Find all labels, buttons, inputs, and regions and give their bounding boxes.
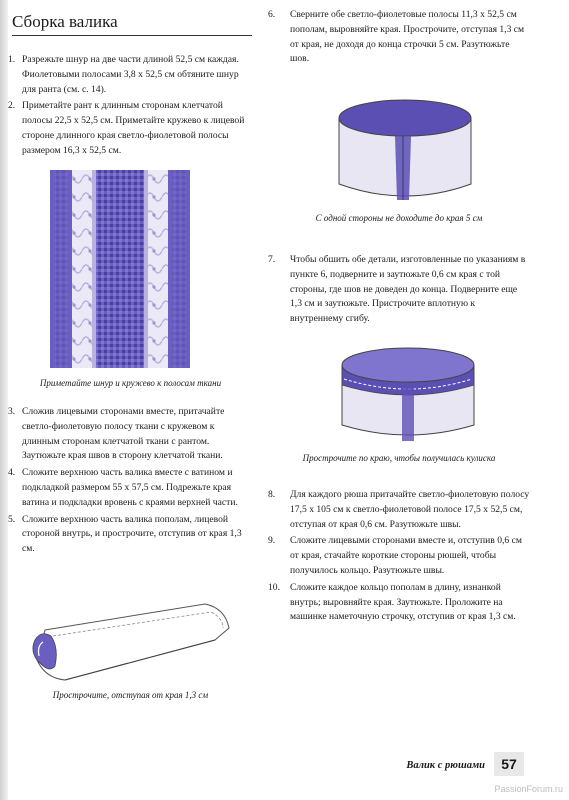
step-number: 7.	[268, 254, 276, 265]
step-text: Для каждого рюша притачайте светло-фиолетовую полосу 17,5 х 105 см к светло-фиолетовой полосе 17,5 х 52,5 см, отступая от края 0,6 см. Разутюжьте швы.	[290, 489, 530, 530]
left-cord	[92, 170, 96, 368]
step-number: 5.	[8, 513, 16, 525]
strips-illustration	[50, 170, 190, 370]
step-6	[268, 8, 530, 67]
step-2	[8, 99, 253, 158]
caption-strips: Приметайте шнур и кружево к полосам ткани	[39, 378, 222, 388]
step-text: Сложите верхнюю часть валика пополам, лицевой стороной внутрь, и прострочите, отступив от края 1,3 см.	[22, 513, 242, 555]
step-text: Сложите каждое кольцо пополам в длину, изнанкой внутрь; выровняйте края. Заутюжьте. Проложите на машинке наметочную строчку, отступив от края 1,3 см.	[290, 581, 516, 623]
right-cord	[144, 170, 148, 368]
left-steps-top	[8, 53, 253, 161]
step-4	[8, 466, 253, 510]
left-steps-bottom	[8, 405, 253, 559]
caption-casing: Прострочите по краю, чтобы получилась кулиска	[302, 453, 496, 463]
center-check-strip	[96, 170, 144, 368]
step-number: 9.	[268, 535, 276, 547]
step-number: 4.	[8, 467, 16, 479]
step-10	[268, 581, 530, 625]
step-8	[268, 488, 530, 532]
step-1	[8, 53, 253, 97]
section-heading: Сборка валика	[12, 12, 252, 36]
step-3	[8, 405, 253, 464]
step-9	[268, 534, 530, 578]
ring-illustration	[335, 96, 475, 211]
step-7	[268, 253, 530, 327]
right-lace-band	[148, 170, 168, 368]
book-spine-shadow	[0, 0, 8, 800]
step-text: Сложив лицевыми сторонами вместе, притачайте светло-фиолетовую полосу ткани с кружевом к длинным сторонам клетчатой ткани с рантом. Заутюжьте края швов в сторону клетчатой ткани.	[22, 406, 225, 462]
step-number: 10.	[268, 581, 280, 593]
step-5	[8, 513, 253, 557]
step-number: 3.	[8, 406, 16, 417]
step-number: 6.	[268, 9, 276, 20]
left-lace-band	[72, 170, 92, 368]
caption-fold: Прострочите, отступая от края 1,3 см	[52, 690, 209, 700]
step-text: Приметайте рант к длинным сторонам клетчатой полосы 22,5 х 52,5 см. Приметайте кружево к лицевой стороне длинного края светло-фиолетовой полосы размером 16,3 х 52,5 см.	[22, 100, 245, 156]
running-footer-title: Валик с рюшами	[406, 760, 485, 771]
step-number: 2.	[8, 100, 16, 112]
right-steps-bottom	[268, 488, 530, 627]
step-text: Чтобы обшить обе детали, изготовленные по указаниям в пункте 6, подверните и заутюжьте 0,6 см края с той стороны, где шов не доведен до конца. Подверните еще 1,3 см и заутюжьте. Пристрочите вплотную к внутреннему сгибу.	[290, 254, 526, 325]
right-step-6	[268, 8, 530, 69]
step-text: Сверните обе светло-фиолетовые полосы 11,3 х 52,5 см пополам, выровняйте края. Прострочите, отступая 1,3 см от края, не доходя до конца строчки 5 см. Разутюжьте шов.	[290, 9, 525, 65]
right-step-7	[268, 253, 530, 329]
caption-ring: С одной стороны не доходите до края 5 см	[315, 213, 483, 223]
step-text: Сложите верхнюю часть валика вместе с ватином и подкладкой размером 55 х 57,5 см. Подрежьте края ватина и подкладки вровень с краями верхней части.	[22, 467, 238, 508]
page-number: 57	[494, 752, 524, 776]
watermark: PassionForum.ru	[494, 784, 563, 794]
step-text: Сложите лицевыми сторонами вместе и, отступив 0,6 см от края, стачайте короткие стороны рюшей, чтобы получилось кольцо. Разутюжьте швы.	[290, 535, 522, 576]
step-number: 1.	[8, 54, 16, 65]
step-text: Разрежьте шнур на две части длиной 52,5 см каждая. Фиолетовыми полосами 3,8 х 52,5 см обтяните шнур для ранта (см. с. 14).	[22, 54, 239, 95]
step-number: 8.	[268, 489, 276, 500]
folded-top-illustration	[25, 600, 235, 690]
casing-illustration	[338, 345, 478, 445]
